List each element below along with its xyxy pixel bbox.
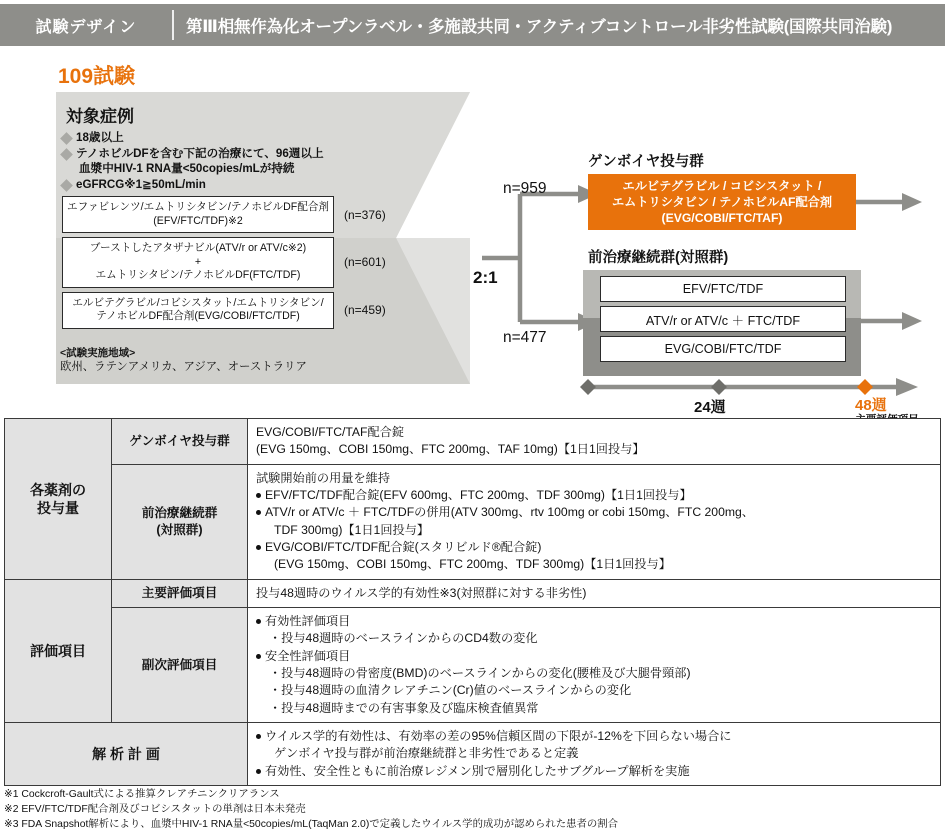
arm2-regimen-box: EVG/COBI/FTC/TDF <box>600 336 846 362</box>
prior-regimen-row <box>62 292 412 329</box>
arm2-dose-label-l2: (対照群) <box>156 522 203 537</box>
table-row <box>5 607 941 722</box>
arm1-line2: エムトリシタビン / テノホビルAF配合剤 <box>611 194 833 209</box>
secondary-endpoint-item: ・投与48週時の骨密度(BMD)のベースラインからの変化(腰椎及び大腿骨頸部) <box>269 665 691 680</box>
figure-header <box>0 4 945 46</box>
study-regions-text: 欧州、ラテンアメリカ、アジア、オーストラリア <box>60 361 307 374</box>
regimen-line1: エルビテグラビル/コビシスタット/エムトリシタビン/ <box>72 296 324 309</box>
header-label: 試験デザイン <box>35 18 137 36</box>
arm2-dose-item-l2: (EVG 150mg、COBI 150mg、FTC 200mg、TDF 300mg)【1日1回投与】 <box>274 557 671 572</box>
secondary-endpoint-group-head: 安全性評価項目 <box>265 648 351 663</box>
arm1-dose-l1: EVG/COBI/FTC/TAF配合錠 <box>256 425 405 439</box>
timeline-label-48w: 48週 <box>855 397 887 414</box>
regimen-count: (n=601) <box>344 255 386 270</box>
analysis-item-text <box>265 728 732 763</box>
bullet-icon <box>256 545 261 550</box>
criterion-text-line2: 血漿中HIV-1 RNA量<50copies/mLが持続 <box>79 162 295 176</box>
criterion-item <box>62 130 392 145</box>
analysis-item-text: 有効性、安全性ともに前治療レジメン別で層別化したサブグループ解析を実施 <box>265 763 690 778</box>
row-label-dosage-l2: 投与量 <box>37 499 79 516</box>
regimen-line2: テノホビルDF配合剤(EVG/COBI/FTC/TDF) <box>96 310 300 323</box>
diamond-bullet-icon <box>60 148 73 161</box>
study-regions <box>60 346 307 376</box>
header-title: 第Ⅲ相無作為化オープンラベル・多施設共同・アクティブコントロール非劣性試験(国際共同治験) <box>186 18 893 36</box>
arm2-dose-item <box>256 504 932 539</box>
arm2-dose-item-text <box>265 487 692 504</box>
bullet-icon <box>256 734 261 739</box>
arm2-treatment-container <box>583 270 861 376</box>
arm2-dose-item-l1: EVG/COBI/FTC/TDF配合錠(スタリビルド®配合錠) <box>265 539 542 554</box>
secondary-endpoint-item: ・投与48週時までの有害事象及び臨床検査値異常 <box>269 700 539 715</box>
diamond-bullet-icon <box>60 132 73 145</box>
cell-primary-endpoint: 投与48週時のウイルス学的有効性※3(対照群に対する非劣性) <box>248 579 941 607</box>
arm2-dose-item-text <box>265 539 671 574</box>
regimen-line1: エファビレンツ/エムトリシタビン/テノホビルDF配合剤 <box>66 201 330 213</box>
secondary-endpoint-group <box>256 613 932 630</box>
cell-arm1-dose <box>248 419 941 465</box>
arm1-line3: (EVG/COBI/FTC/TAF) <box>661 211 783 226</box>
table-row <box>5 464 941 579</box>
footnotes <box>4 788 941 832</box>
criterion-item <box>62 177 392 192</box>
table-row <box>5 579 941 607</box>
regimen-line2: (EFV/FTC/TDF)※2 <box>153 214 243 227</box>
arm2-dose-item-l1: EFV/FTC/TDF配合錠(EFV 600mg、FTC 200mg、TDF 300mg)【1日1回投与】 <box>265 487 692 502</box>
regimen-count: (n=376) <box>344 207 386 222</box>
bullet-icon <box>256 654 261 659</box>
bullet-icon <box>256 493 261 498</box>
regimen-line2: + <box>194 255 202 268</box>
study-number: 109試験 <box>58 65 136 88</box>
prior-regimen-box <box>62 292 334 329</box>
cell-arm2-dose <box>248 464 941 579</box>
population-title: 対象症例 <box>66 107 134 126</box>
arm2-dose-item-l2: TDF 300mg)【1日1回投与】 <box>274 522 430 537</box>
prior-regimen-row <box>62 196 412 233</box>
regimen-line1: ブーストしたアタザナビル(ATV/r or ATV/c※2) <box>89 242 307 255</box>
arm2-dose-item <box>256 539 932 574</box>
diamond-bullet-icon <box>60 179 73 192</box>
footnote-1: ※1 Cockcroft-Gault式による推算クレアチニンクリアランス <box>4 789 280 800</box>
criterion-item <box>62 146 392 176</box>
arm1-title: ゲンボイヤ投与群 <box>588 154 704 170</box>
randomization-ratio: 2:1 <box>473 268 498 287</box>
timeline-label-24w: 24週 <box>694 399 726 416</box>
cell-analysis-plan <box>248 722 941 785</box>
arm2-n-label: n=477 <box>503 329 547 346</box>
arm2-title: 前治療継続群(対照群) <box>588 250 729 266</box>
secondary-endpoint-item: ・投与48週時の血清クレアチニン(Cr)値のベースラインからの変化 <box>269 683 632 698</box>
sub-label-arm1-dose: ゲンボイヤ投与群 <box>112 419 248 465</box>
arm2-dose-item-text <box>265 504 754 539</box>
inclusion-criteria-list <box>62 130 392 193</box>
secondary-endpoint-group-head: 有効性評価項目 <box>265 613 351 628</box>
criterion-text-line1: テノホビルDFを含む下記の治療にて、96週以上 <box>76 147 324 161</box>
trial-flow-diagram <box>0 46 945 416</box>
analysis-item <box>256 728 932 763</box>
study-details-table <box>4 418 941 786</box>
prior-regimen-box <box>62 196 334 233</box>
row-label-endpoints: 評価項目 <box>5 579 112 722</box>
arm1-dose-l2: (EVG 150mg、COBI 150mg、FTC 200mg、TAF 10mg)【1日1回投与】 <box>256 442 645 457</box>
prior-regimen-list <box>62 196 412 333</box>
footnote-2: ※2 EFV/FTC/TDF配合剤及びコビシスタットの単剤は日本未発売 <box>4 803 306 815</box>
arm2-continuation-arrow-icon <box>856 312 922 335</box>
cell-secondary-endpoint <box>248 607 941 722</box>
table-row <box>5 419 941 465</box>
arm1-line1: エルビテグラビル / コビシスタット / <box>622 178 822 193</box>
analysis-item-l1: ウイルス学的有効性は、有効率の差の95%信頼区間の下限が-12%を下回らない場合に <box>265 728 732 743</box>
row-label-dosage <box>5 419 112 580</box>
bullet-icon <box>256 619 261 624</box>
sub-label-primary-endpoint: 主要評価項目 <box>112 579 248 607</box>
criterion-text: eGFRCG※1≧50mL/min <box>76 178 206 192</box>
row-label-analysis: 解 析 計 画 <box>5 722 248 785</box>
arm2-dose-item <box>256 487 932 504</box>
arm2-regimen-box: EFV/FTC/TDF <box>600 276 846 302</box>
arm2-dose-item-l1: ATV/r or ATV/c ＋ FTC/TDFの併用(ATV 300mg、rtv 100mg or cobi 150mg、FTC 200mg、 <box>265 505 754 520</box>
arm2-regimen-box: ATV/r or ATV/c ＋ FTC/TDF <box>600 306 846 332</box>
secondary-endpoint-group <box>256 648 932 665</box>
analysis-item-l2: ゲンボイヤ投与群が前治療継続群と非劣性であると定義 <box>274 746 579 761</box>
criterion-text: 18歳以上 <box>76 131 124 144</box>
bullet-icon <box>256 510 261 515</box>
arm2-dose-intro: 試験開始前の用量を維持 <box>256 470 391 485</box>
study-regions-title: <試験実施地域> <box>60 347 136 359</box>
arm1-continuation-arrow-icon <box>856 193 922 216</box>
footnote-3: ※3 FDA Snapshot解析により、血漿中HIV-1 RNA量<50copies/mL(TaqMan 2.0)で定義したウイルス学的成功が認められた患者の割合 <box>4 818 619 830</box>
header-divider <box>172 10 174 40</box>
arm2-dose-label-l1: 前治療継続群 <box>141 506 218 521</box>
row-label-dosage-l1: 各薬剤の <box>30 481 86 498</box>
prior-regimen-row <box>62 237 412 288</box>
table-row <box>5 722 941 785</box>
regimen-count: (n=459) <box>344 303 386 318</box>
secondary-endpoint-item: ・投与48週時のベースラインからのCD4数の変化 <box>269 631 538 646</box>
analysis-item <box>256 763 932 780</box>
sub-label-arm2-dose <box>112 464 248 579</box>
arm1-treatment-box <box>588 174 856 230</box>
arm1-n-label: n=959 <box>503 180 547 197</box>
regimen-line3: エムトリシタビン/テノホビルDF(FTC/TDF) <box>95 269 301 282</box>
prior-regimen-box <box>62 237 334 288</box>
sub-label-secondary-endpoint: 副次評価項目 <box>112 607 248 722</box>
bullet-icon <box>256 769 261 774</box>
criterion-text <box>76 146 324 176</box>
